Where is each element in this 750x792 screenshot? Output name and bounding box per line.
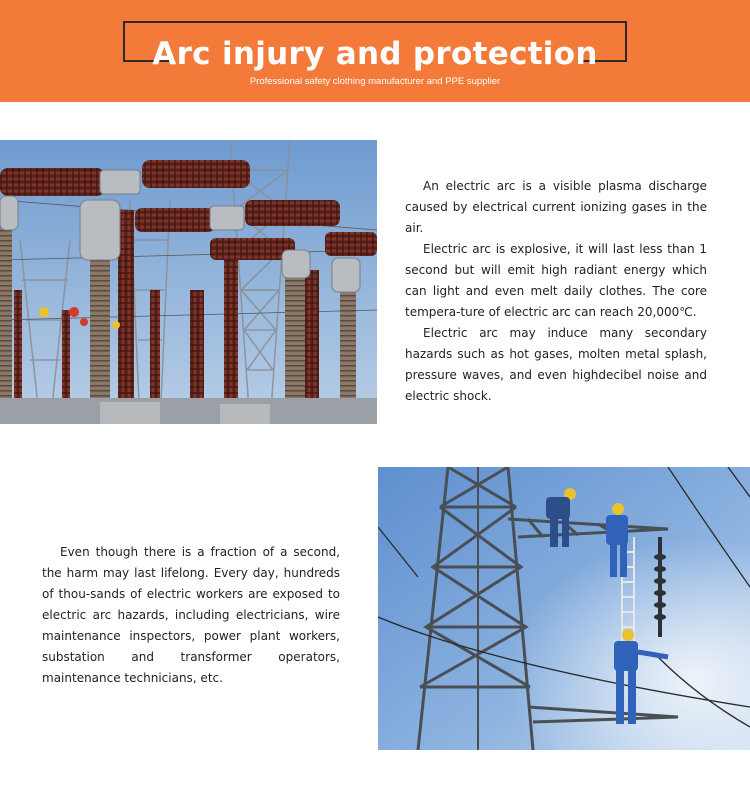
page-subtitle: Professional safety clothing manufacturer and PPE supplier [249,76,501,87]
substation-insulators-photo [0,140,377,424]
worker-hazard-text [42,542,340,689]
paragraph: Electric arc is explosive, it will last less than 1 second but will emit high radiant energy which can light and even melt daily clothes. The core tempera-ture of electric arc can reach 20,000℃. [405,242,707,319]
paragraph: Electric arc may induce many secondary hazards such as hot gases, molten metal splash, pressure waves, and even highdecibel noise and electric shock. [405,326,707,403]
paragraph: Even though there is a fraction of a second, the harm may last lifelong. Every day, hundreds of thou-sands of electric workers are exposed to electric arc hazards, including electricians, wire maintenance inspectors, power plant workers, substation and transformer operators, maintenance technicians, etc. [42,545,340,685]
paragraph: An electric arc is a visible plasma discharge caused by electrical current ionizing gases in the air. [405,179,707,235]
header-banner [0,0,750,102]
page-title: Arc injury and protection [152,36,598,72]
arc-description-text [405,176,707,407]
linemen-on-tower-photo [378,467,750,750]
